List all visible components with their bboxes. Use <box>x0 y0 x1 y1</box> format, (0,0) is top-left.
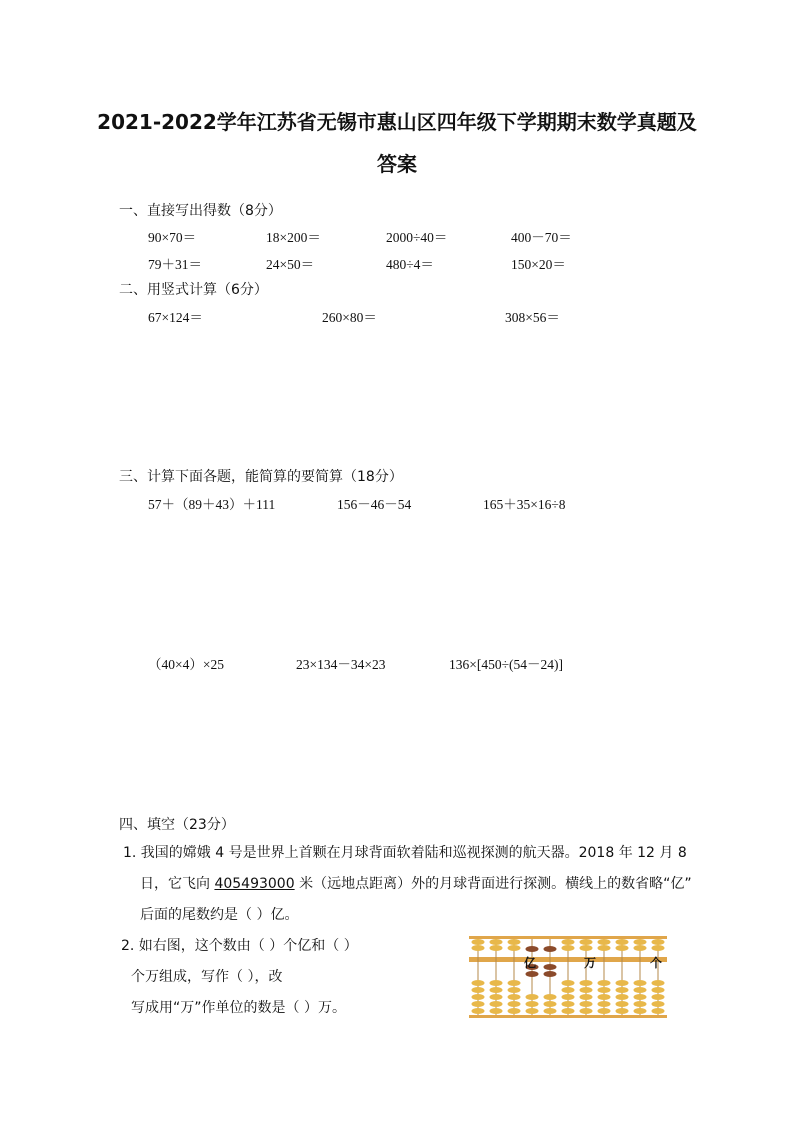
abacus-bead <box>508 945 521 951</box>
abacus-bead <box>616 987 629 993</box>
abacus-bead <box>652 980 665 986</box>
abacus-bottom-frame <box>469 1015 667 1018</box>
abacus-label-yi: 亿 <box>524 956 537 970</box>
section3-item: 156－46－54 <box>337 497 412 512</box>
section1-item: 90×70＝ <box>148 230 197 245</box>
abacus-bead <box>508 1001 521 1007</box>
abacus-bead <box>616 1001 629 1007</box>
abacus-bead <box>616 994 629 1000</box>
abacus-bead <box>490 1001 503 1007</box>
q2-line1: 2. 如右图，这个数由（ ）个亿和（ ） <box>121 938 358 954</box>
abacus-bead <box>544 1008 557 1014</box>
section3-item: 57＋（89＋43）＋111 <box>148 497 276 512</box>
abacus-bead <box>634 945 647 951</box>
abacus-bead <box>652 994 665 1000</box>
abacus-bead <box>562 987 575 993</box>
abacus-bead <box>472 980 485 986</box>
abacus-bead <box>472 994 485 1000</box>
abacus-bead <box>652 945 665 951</box>
q1-line2 <box>140 873 692 893</box>
abacus-bead <box>616 945 629 951</box>
abacus-bead <box>634 987 647 993</box>
section3-item: （40×4）×25 <box>148 657 224 672</box>
abacus-bead <box>580 1008 593 1014</box>
abacus-bead <box>652 1008 665 1014</box>
abacus-bead <box>526 1008 539 1014</box>
abacus-bead <box>544 1001 557 1007</box>
abacus-label-wan: 万 <box>584 956 597 970</box>
abacus-bead <box>490 945 503 951</box>
abacus-bead <box>544 971 557 977</box>
abacus-bead <box>472 1001 485 1007</box>
abacus-bead <box>598 1008 611 1014</box>
abacus-bead <box>562 980 575 986</box>
q2-line2: 个万组成，写作（ ），改 <box>131 969 283 985</box>
abacus-bead <box>472 987 485 993</box>
abacus-bead <box>652 939 665 945</box>
abacus-bead <box>562 994 575 1000</box>
abacus-bead <box>490 939 503 945</box>
abacus-image <box>468 935 668 1019</box>
abacus-bead <box>508 994 521 1000</box>
abacus-bead <box>544 964 557 970</box>
abacus-bead <box>598 945 611 951</box>
abacus-bead <box>472 939 485 945</box>
abacus-bead <box>652 987 665 993</box>
abacus-bead <box>580 987 593 993</box>
section2-heading: 二、用竖式计算（6分） <box>119 282 268 298</box>
abacus-bead <box>508 987 521 993</box>
abacus-top-frame <box>469 936 667 939</box>
abacus-label-ge: 个 <box>650 956 663 970</box>
abacus-bead <box>598 980 611 986</box>
abacus-bead <box>490 1008 503 1014</box>
abacus-bead <box>562 1001 575 1007</box>
abacus-bead <box>598 1001 611 1007</box>
abacus-bead <box>544 994 557 1000</box>
abacus-bead <box>580 1001 593 1007</box>
abacus-bead <box>508 939 521 945</box>
page-title-continued: 答案 <box>377 152 417 176</box>
abacus-bead <box>526 1001 539 1007</box>
abacus-bead <box>490 980 503 986</box>
q1-line3: 后面的尾数约是（ ）亿。 <box>140 907 299 923</box>
abacus-bead <box>580 994 593 1000</box>
abacus-bead <box>652 1001 665 1007</box>
section2-item: 67×124＝ <box>148 310 203 325</box>
abacus-bead <box>580 945 593 951</box>
section2-item: 308×56＝ <box>505 310 560 325</box>
abacus-bead <box>598 939 611 945</box>
page-title: 2021-2022学年江苏省无锡市惠山区四年级下学期期末数学真题及 <box>97 110 697 134</box>
abacus-bead <box>562 939 575 945</box>
abacus-bead <box>490 994 503 1000</box>
section1-item: 18×200＝ <box>266 230 321 245</box>
section1-item: 2000÷40＝ <box>386 230 448 245</box>
section1-item: 24×50＝ <box>266 257 315 272</box>
abacus-bead <box>490 987 503 993</box>
abacus-bead <box>616 1008 629 1014</box>
section3-item: 23×134－34×23 <box>296 657 386 672</box>
section3-heading: 三、计算下面各题，能简算的要简算（18分） <box>119 469 403 485</box>
abacus-bead <box>634 980 647 986</box>
abacus-bead <box>634 1001 647 1007</box>
section1-heading: 一、直接写出得数（8分） <box>119 203 282 219</box>
abacus-bead <box>598 994 611 1000</box>
section1-item: 480÷4＝ <box>386 257 434 272</box>
abacus-bead <box>526 994 539 1000</box>
q1-underlined-number: 405493000 <box>214 876 295 892</box>
abacus-bead <box>544 946 557 952</box>
q1-line2-text-rest: 米（远地点距离）外的月球背面进行探测。横线上的数省略“亿” <box>294 876 692 892</box>
abacus-bead <box>616 939 629 945</box>
abacus-bead <box>562 1008 575 1014</box>
abacus-bead <box>634 994 647 1000</box>
section1-item: 79＋31＝ <box>148 257 202 272</box>
abacus-bead <box>634 939 647 945</box>
abacus-bead <box>580 939 593 945</box>
abacus-bead <box>526 971 539 977</box>
q1-line1: 1. 我国的嫦娥 4 号是世界上首颗在月球背面软着陆和巡视探测的航天器。2018 年 12 月 8 <box>123 845 687 861</box>
abacus-bead <box>616 980 629 986</box>
abacus-bead <box>634 1008 647 1014</box>
section1-item: 400－70＝ <box>511 230 572 245</box>
abacus-bead <box>598 987 611 993</box>
section1-item: 150×20＝ <box>511 257 566 272</box>
abacus-bead <box>472 945 485 951</box>
section2-item: 260×80＝ <box>322 310 377 325</box>
abacus-bead <box>508 980 521 986</box>
q2-line3: 写成用“万”作单位的数是（ ）万。 <box>131 1000 346 1016</box>
section3-item: 136×[450÷(54－24)] <box>449 657 564 672</box>
abacus-bead <box>472 1008 485 1014</box>
section3-item: 165＋35×16÷8 <box>483 497 566 512</box>
abacus-bead <box>562 945 575 951</box>
abacus-bead <box>526 946 539 952</box>
abacus-bead <box>580 980 593 986</box>
abacus-bead <box>508 1008 521 1014</box>
q1-line2-text: 日，它飞向 <box>140 876 215 892</box>
section4-heading: 四、填空（23分） <box>119 817 235 833</box>
